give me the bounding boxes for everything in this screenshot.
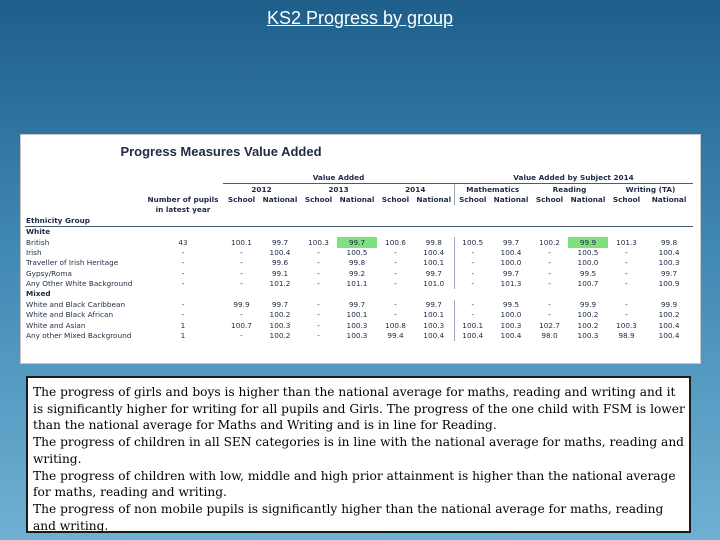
- value-cell: 100.3: [269, 320, 291, 330]
- header-row-columns: [25, 195, 693, 205]
- pupil-count-cell: -: [181, 258, 185, 268]
- row-label: Gypsy/Roma: [26, 268, 72, 278]
- value-cell: -: [548, 258, 551, 268]
- value-cell: 98.0: [541, 331, 558, 341]
- value-cell: 99.7: [660, 268, 678, 278]
- value-cell: -: [548, 310, 551, 320]
- table-row: [25, 331, 693, 341]
- commentary-paragraph: The progress of girls and boys is higher than the national average for maths, reading and writing and it is significantly higher for writing for all pupils and Girls. The progress of the one child with FSM is lower than the national average for Maths and Writing and is in line for Reading.: [33, 385, 685, 433]
- value-cell: -: [454, 258, 491, 268]
- value-cell: 100.3: [423, 320, 445, 330]
- pupil-count-cell: -: [181, 247, 185, 257]
- value-cell: 100.3: [308, 237, 329, 247]
- value-cell: 99.6: [271, 258, 289, 268]
- value-cell: 100.4: [658, 247, 680, 257]
- value-cell: -: [240, 310, 243, 320]
- value-cell: -: [625, 279, 628, 289]
- row-label: White and Asian: [26, 320, 86, 330]
- commentary-paragraph: The progress of non mobile pupils is significantly higher than the national average for maths, reading and writing.: [33, 501, 664, 533]
- header-row-groups: [25, 173, 693, 184]
- value-cell: 100.2: [269, 310, 291, 320]
- value-cell: -: [548, 279, 551, 289]
- value-cell: 99.7: [337, 237, 377, 247]
- value-cell: 99.9: [233, 299, 250, 309]
- value-cell: 99.8: [660, 237, 678, 247]
- value-cell: 101.3: [500, 279, 522, 289]
- value-cell: 100.4: [658, 320, 680, 330]
- value-cell: 101.0: [423, 279, 445, 289]
- group-header-by-subject: Value Added by Subject 2014: [513, 173, 634, 183]
- value-cell: -: [240, 268, 243, 278]
- value-cell: -: [394, 268, 397, 278]
- value-cell: 99.8: [425, 237, 442, 247]
- value-cell: -: [317, 299, 320, 309]
- row-label: Any Other White Background: [26, 279, 133, 289]
- subject-header-mathematics: Mathematics: [454, 184, 531, 195]
- value-cell: -: [317, 331, 320, 341]
- value-cell: 100.7: [231, 320, 252, 330]
- value-cell: 100.1: [454, 320, 491, 330]
- value-cell: 100.4: [423, 247, 445, 257]
- value-cell: -: [625, 310, 628, 320]
- value-cell: 99.9: [579, 299, 597, 309]
- value-cell: 101.3: [616, 237, 637, 247]
- year-header-2012: 2012: [223, 184, 300, 195]
- subject-header-writing: Writing (TA): [608, 184, 693, 195]
- value-cell: 100.7: [577, 279, 599, 289]
- value-cell: -: [454, 248, 491, 258]
- year-header-2013: 2013: [300, 184, 377, 195]
- value-cell: -: [394, 310, 397, 320]
- table-row: [25, 258, 693, 268]
- value-cell: 100.4: [454, 331, 491, 341]
- value-cell: 102.7: [539, 320, 560, 330]
- table-row: [25, 310, 693, 320]
- value-cell: 100.4: [658, 331, 680, 341]
- value-cell: -: [317, 258, 320, 268]
- value-cell: -: [548, 299, 551, 309]
- value-cell: -: [625, 247, 628, 257]
- row-label: Traveller of Irish Heritage: [26, 258, 119, 268]
- value-cell: 99.5: [579, 268, 597, 278]
- year-header-2014: 2014: [377, 184, 454, 195]
- value-cell: 100.5: [454, 237, 491, 247]
- pupil-count-cell: -: [181, 268, 185, 278]
- value-cell: 100.9: [658, 279, 680, 289]
- table-heading: Progress Measures Value Added: [120, 144, 322, 159]
- value-cell: 100.2: [577, 320, 599, 330]
- col-school: School: [304, 194, 333, 204]
- value-cell: 100.2: [658, 310, 680, 320]
- value-cell: -: [240, 331, 243, 341]
- row-label: White and Black African: [26, 310, 114, 320]
- value-cell: -: [454, 269, 491, 279]
- value-cell: -: [317, 279, 320, 289]
- value-cell: -: [625, 258, 628, 268]
- value-cell: 100.1: [231, 237, 252, 247]
- table-row: [25, 279, 693, 289]
- commentary-paragraph: The progress of children in all SEN categories is in line with the national average for maths, reading and writing.: [33, 435, 684, 466]
- pupil-count-cell: -: [181, 299, 185, 309]
- col-national: National: [651, 194, 687, 204]
- header-row-periods: [25, 184, 693, 195]
- value-cell: 100.3: [346, 331, 368, 341]
- value-cell: -: [317, 310, 320, 320]
- value-cell: 99.7: [271, 237, 289, 247]
- value-cell: 99.7: [425, 268, 442, 278]
- col-school: School: [454, 195, 491, 205]
- value-cell: -: [240, 258, 243, 268]
- value-cell: 100.1: [346, 310, 368, 320]
- value-cell: 100.4: [500, 247, 522, 257]
- value-cell: 100.6: [385, 237, 406, 247]
- value-cell: 99.7: [271, 299, 289, 309]
- table-row: [25, 237, 693, 247]
- commentary-paragraph: The progress of children with low, middle and high prior attainment is higher than the national average for maths, reading and writing.: [33, 468, 676, 500]
- commentary-box: [26, 376, 691, 533]
- progress-table-panel: [20, 134, 701, 364]
- value-cell: 99.9: [660, 299, 678, 309]
- value-cell: -: [394, 258, 397, 268]
- header-row-pupils-line2: [25, 205, 693, 215]
- slide-title: KS2 Progress by group: [266, 8, 454, 28]
- col-school: School: [612, 194, 641, 204]
- value-cell: 100.2: [269, 331, 291, 341]
- value-cell: 99.4: [387, 331, 404, 341]
- group-label: Mixed: [26, 289, 51, 299]
- value-cell: 99.7: [348, 299, 366, 309]
- value-cell: 100.8: [385, 320, 406, 330]
- progress-measures-table: [25, 173, 693, 341]
- value-cell: 100.2: [577, 310, 599, 320]
- value-cell: 100.0: [577, 258, 599, 268]
- value-cell: -: [317, 320, 320, 330]
- value-cell: 99.8: [348, 258, 366, 268]
- value-cell: 99.7: [502, 237, 520, 247]
- value-cell: 100.3: [658, 258, 680, 268]
- section-header-row: [25, 216, 693, 227]
- value-cell: 100.4: [423, 331, 445, 341]
- col-national: National: [493, 194, 529, 204]
- pupil-count-cell: 43: [178, 237, 188, 247]
- value-cell: 100.3: [616, 320, 637, 330]
- value-cell: -: [548, 268, 551, 278]
- value-cell: 99.2: [348, 268, 366, 278]
- value-cell: -: [240, 247, 243, 257]
- value-cell: 100.3: [346, 320, 368, 330]
- value-cell: 100.3: [500, 320, 522, 330]
- col-national: National: [339, 194, 375, 204]
- value-cell: 99.7: [425, 299, 442, 309]
- value-cell: 100.1: [423, 310, 445, 320]
- col-national: National: [416, 194, 452, 204]
- value-cell: -: [454, 310, 491, 320]
- group-label: White: [26, 227, 51, 237]
- value-cell: -: [625, 268, 628, 278]
- value-cell: -: [625, 299, 628, 309]
- value-cell: 99.5: [502, 299, 520, 309]
- value-cell: 100.3: [577, 331, 599, 341]
- value-cell: 101.1: [346, 279, 368, 289]
- table-row: [25, 300, 693, 310]
- value-cell: 99.1: [271, 268, 289, 278]
- value-cell: 99.7: [502, 268, 520, 278]
- pupil-count-cell: 1: [180, 331, 186, 341]
- value-cell: -: [394, 247, 397, 257]
- value-cell: 100.0: [500, 310, 522, 320]
- row-label: Irish: [26, 247, 42, 257]
- subject-header-reading: Reading: [531, 184, 608, 195]
- group-header-value-added: Value Added: [312, 173, 365, 183]
- value-cell: 100.4: [269, 247, 291, 257]
- value-cell: -: [240, 279, 243, 289]
- pupil-count-cell: -: [181, 310, 185, 320]
- pupils-header-line2: in latest year: [155, 205, 211, 215]
- section-label-ethnicity: Ethnicity Group: [25, 216, 693, 227]
- group-row: [25, 289, 693, 299]
- table-row: [25, 320, 693, 330]
- pupils-header-line1: Number of pupils: [147, 194, 219, 204]
- row-label: Any other Mixed Background: [26, 331, 132, 341]
- value-cell: 100.4: [500, 331, 522, 341]
- col-school: School: [381, 194, 410, 204]
- pupil-count-cell: 1: [180, 320, 186, 330]
- row-label: White and Black Caribbean: [26, 299, 126, 309]
- value-cell: -: [394, 299, 397, 309]
- value-cell: 98.9: [618, 331, 635, 341]
- value-cell: 101.2: [269, 279, 291, 289]
- col-school: School: [535, 194, 564, 204]
- value-cell: -: [454, 300, 491, 310]
- pupil-count-cell: -: [181, 279, 185, 289]
- value-cell: 100.5: [577, 247, 599, 257]
- table-row: [25, 269, 693, 279]
- value-cell: -: [394, 279, 397, 289]
- value-cell: 100.0: [500, 258, 522, 268]
- value-cell: 99.9: [568, 237, 608, 247]
- value-cell: 100.5: [346, 247, 368, 257]
- table-row: [25, 248, 693, 258]
- value-cell: -: [454, 279, 491, 289]
- value-cell: 100.2: [539, 237, 560, 247]
- col-national: National: [570, 194, 606, 204]
- row-label: British: [26, 237, 50, 247]
- col-national: National: [262, 194, 298, 204]
- value-cell: -: [317, 247, 320, 257]
- group-row: [25, 226, 693, 237]
- value-cell: -: [548, 247, 551, 257]
- value-cell: -: [317, 268, 320, 278]
- value-cell: 100.1: [423, 258, 445, 268]
- col-school: School: [227, 194, 256, 204]
